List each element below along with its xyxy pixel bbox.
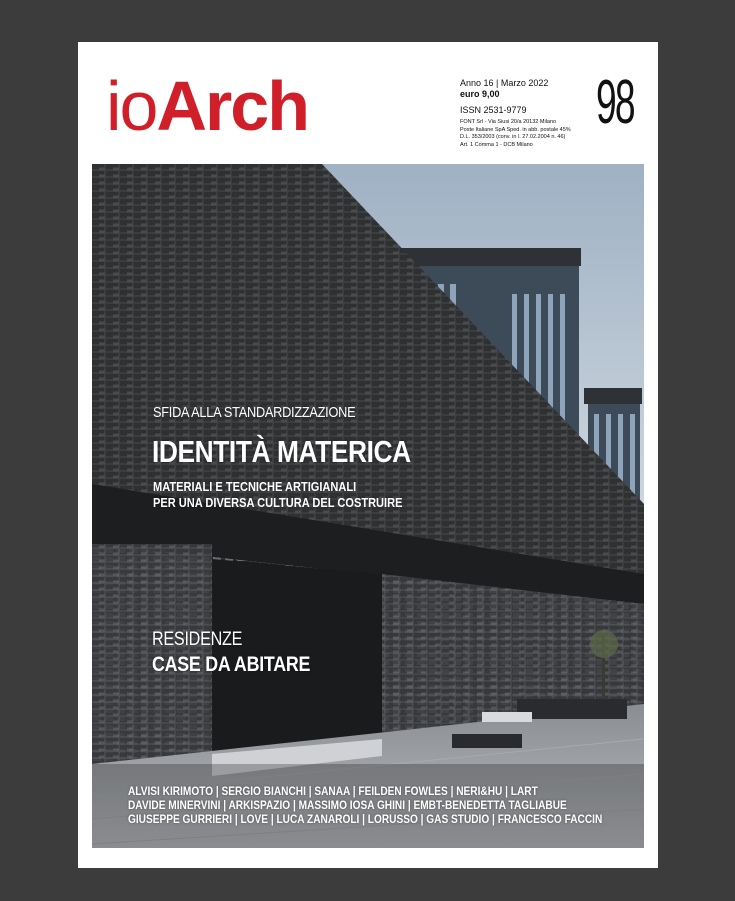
logo-arch: Arch [156, 67, 308, 145]
subline-2: PER UNA DIVERSA CULTURA DEL COSTRUIRE [153, 495, 403, 510]
postal-line: FONT Srl - Via Siusi 20/a 20132 Milano [460, 119, 557, 125]
issn: ISSN 2531-9779 [460, 105, 527, 115]
postal-info [460, 119, 600, 149]
authors-line: DAVIDE MINERVINI | ARKISPAZIO | MASSIMO IOSA GHINI | EMBT-BENEDETTA TAGLIABUE [128, 800, 567, 812]
postal-line: D.L. 353/2003 (conv. in l. 27.02.2004 n. 46) [460, 134, 566, 140]
logo-io: io [106, 67, 157, 145]
issue-number: 98 [596, 68, 634, 137]
magazine-cover [78, 42, 658, 868]
postal-line: Art. 1 Comma 1 - DCB Milano [460, 141, 533, 148]
feature-headline: IDENTITÀ MATERICA [152, 434, 411, 469]
authors-line: ALVISI KIRIMOTO | SERGIO BIANCHI | SANAA | FEILDEN FOWLES | NERI&HU | LART [128, 786, 538, 798]
feature-subline [153, 479, 402, 511]
issue-line: Anno 16 | Marzo 2022 [460, 78, 549, 88]
section-kicker: RESIDENZE [152, 629, 243, 650]
price: euro 9,00 [460, 89, 500, 99]
feature-kicker: SFIDA ALLA STANDARDIZZAZIONE [153, 404, 356, 421]
section-headline: CASE DA ABITARE [152, 653, 311, 676]
magazine-logo [106, 66, 308, 146]
subline-1: MATERIALI E TECNICHE ARTIGIANALI [153, 479, 357, 494]
authors-line: GIUSEPPE GURRIERI | LOVE | LUCA ZANAROLI | LORUSSO | GAS STUDIO | FRANCESCO FACCIN [128, 814, 603, 826]
issue-meta [460, 78, 600, 149]
postal-line: Poste Italiane SpA Sped. in abb. postale 45% [460, 126, 571, 133]
authors-list [128, 785, 603, 827]
